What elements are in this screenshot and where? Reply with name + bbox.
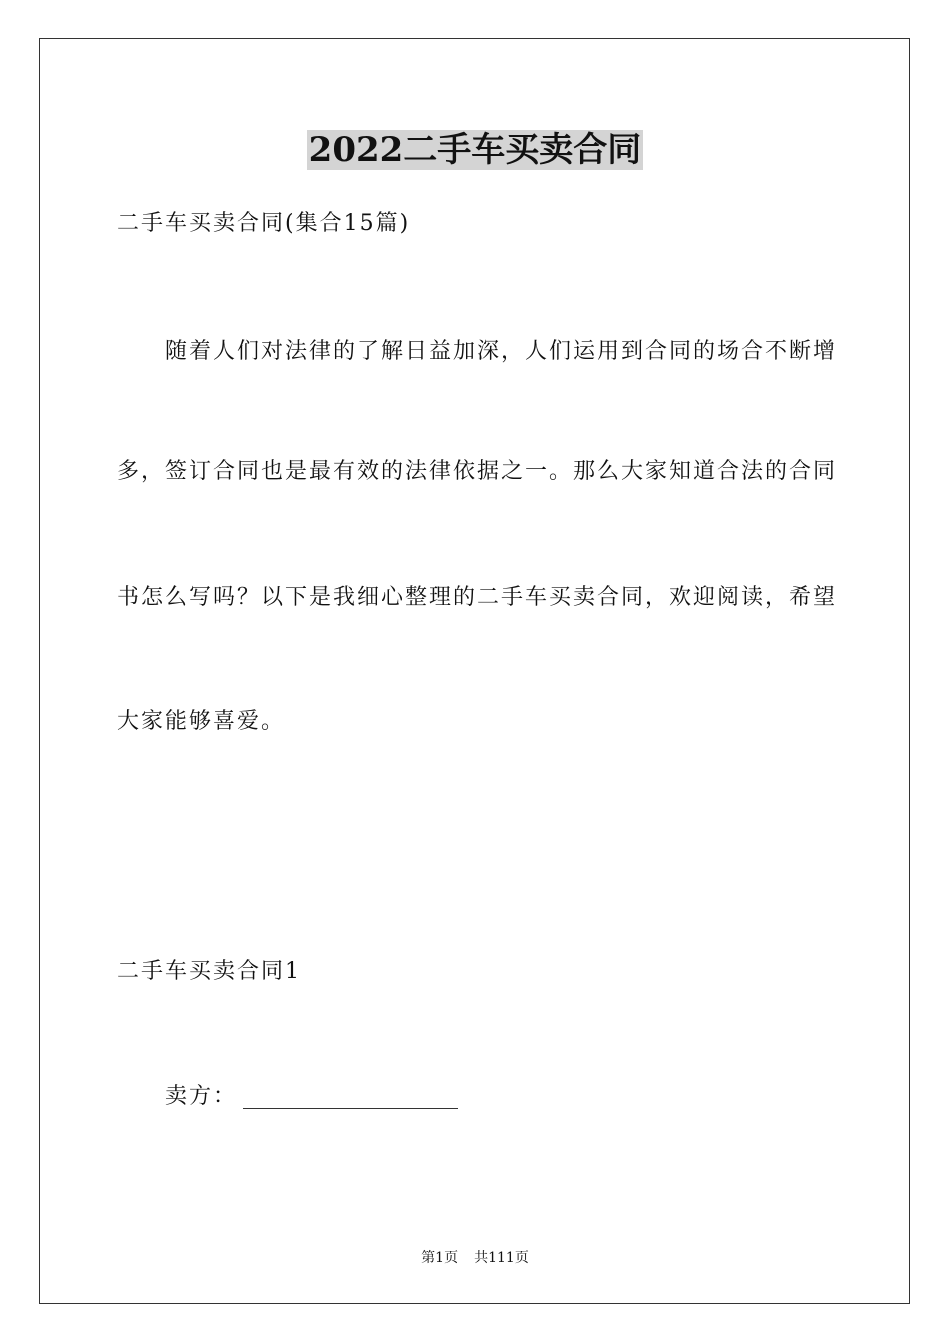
seller-blank-field[interactable] <box>243 1086 458 1109</box>
intro-line-3: 书怎么写吗？以下是我细心整理的二手车买卖合同，欢迎阅读，希望 <box>117 585 838 610</box>
document-title <box>0 128 950 172</box>
document-title-text: 2022二手车买卖合同 <box>308 130 642 170</box>
section-heading: 二手车买卖合同1 <box>117 959 301 984</box>
page-footer <box>0 1248 950 1268</box>
intro-line-2: 多，签订合同也是最有效的法律依据之一。那么大家知道合法的合同 <box>117 459 838 484</box>
document-subtitle: 二手车买卖合同(集合15篇) <box>117 211 411 236</box>
page-total: 共111页 <box>474 1250 529 1266</box>
seller-label: 卖方： <box>165 1084 238 1109</box>
page-current: 第1页 <box>421 1250 459 1266</box>
intro-line-4: 大家能够喜爱。 <box>117 709 286 734</box>
intro-line-1: 随着人们对法律的了解日益加深，人们运用到合同的场合不断增 <box>165 339 838 364</box>
seller-row <box>165 1081 458 1113</box>
